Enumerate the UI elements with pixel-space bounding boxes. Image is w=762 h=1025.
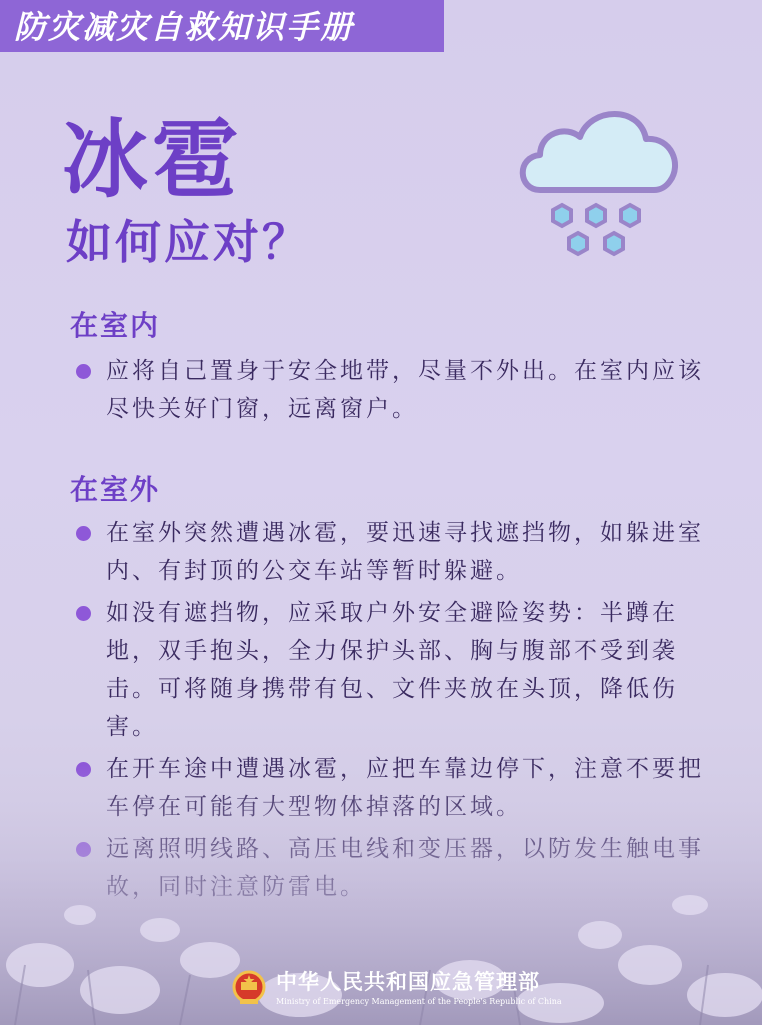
national-emblem-icon (232, 970, 266, 1006)
section-indoor-heading: 在室内 (70, 309, 161, 342)
list-item-text: 在室外突然遭遇冰雹，要迅速寻找遮挡物，如躲进室内、有封顶的公交车站等暂时躲避。 (106, 520, 704, 584)
bullet-icon (76, 606, 91, 621)
page-subtitle: 如何应对？ (66, 215, 311, 269)
header-banner (0, 0, 444, 52)
footer-logo (232, 968, 562, 1012)
list-item (70, 514, 710, 590)
list-item-text: 应将自己置身于安全地带，尽量不外出。在室内应该尽快关好门窗，远离窗户。 (106, 358, 704, 422)
list-item (70, 594, 710, 746)
hail-cloud-icon (510, 95, 685, 265)
organization-name-en: Ministry of Emergency Management of the People's Republic of China (276, 997, 562, 1006)
section-outdoor-heading: 在室外 (70, 473, 161, 506)
indoor-list (70, 352, 710, 432)
bullet-icon (76, 364, 91, 379)
list-item (70, 352, 710, 428)
bullet-icon (76, 526, 91, 541)
organization-name: 中华人民共和国应急管理部 (276, 970, 540, 994)
page-title: 冰雹 (62, 110, 242, 210)
list-item-text: 如没有遮挡物，应采取户外安全避险姿势：半蹲在地，双手抱头，全力保护头部、胸与腹部不受到袭击。可将随身携带有包、文件夹放在头顶，降低伤害。 (106, 600, 678, 740)
banner-title: 防灾减灾自救知识手册 (14, 8, 355, 46)
